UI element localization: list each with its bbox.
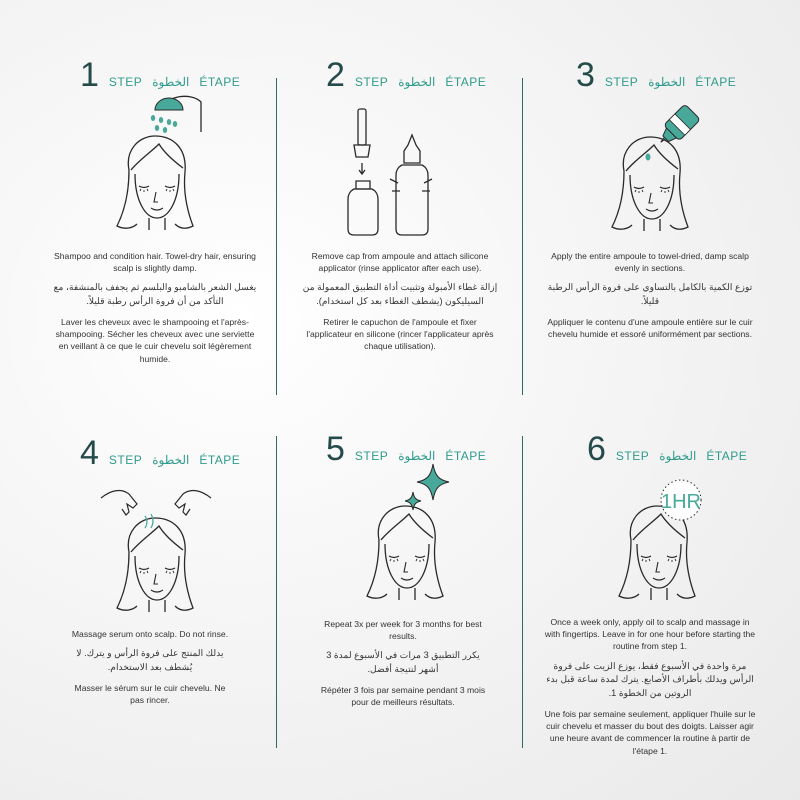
- step-label-fr: ÉTAPE: [695, 75, 737, 89]
- step-6-english: Once a week only, apply oil to scalp and massage in with fingertips. Leave in for one hour before starting the routine from step 1.: [544, 617, 756, 652]
- column-divider-2: [522, 78, 523, 395]
- step-label-ar: الخطوة: [659, 449, 697, 463]
- step-label-ar: الخطوة: [152, 75, 190, 89]
- step-label-fr: ÉTAPE: [199, 453, 241, 467]
- step-2-text: [300, 250, 500, 360]
- step-3-french: Appliquer le contenu d'une ampoule entière sur le cuir chevelu humide et essoré uniformément par sections.: [547, 317, 753, 340]
- step-5-french: Répéter 3 fois par semaine pendant 3 mois pour de meilleurs résultats.: [320, 685, 486, 708]
- step-label-en: STEP: [604, 75, 639, 89]
- step-label-en: STEP: [108, 75, 143, 89]
- step-1-header: [80, 58, 250, 92]
- column-divider-4: [522, 436, 523, 748]
- column-divider-3: [276, 436, 277, 748]
- woman-with-sparkles-icon: [345, 462, 465, 602]
- woman-scalp-massage-icon: [95, 482, 220, 622]
- step-4-arabic: يدلك المنتج على فروة الرأس و يترك. لا يُشطف بعد الاستخدام.: [76, 648, 224, 672]
- step-5-arabic: يكرر التطبيق 3 مرات في الأسبوع لمدة 3 أشهر لنتيجة أفضل.: [326, 650, 480, 675]
- step-label-fr: ÉTAPE: [706, 449, 748, 463]
- step-label-fr: ÉTAPE: [199, 75, 241, 89]
- step-1-arabic: يغسل الشعر بالشامبو والبلسم ثم يجفف بالمنشفة، مع التأكد من أن فروة الرأس رطبة قليلاً.: [53, 282, 257, 307]
- step-label-ar: الخطوة: [398, 75, 436, 89]
- step-5-header: [326, 432, 496, 466]
- step-3-english: Apply the entire ampoule to towel-dried, damp scalp evenly in sections.: [551, 251, 749, 274]
- step-4-header: [80, 436, 250, 470]
- step-4-english: Massage serum onto scalp. Do not rinse.: [71, 629, 229, 639]
- step-number: 3: [576, 56, 595, 94]
- step-1-french: Laver les cheveux avec le shampooing et l'après-shampooing. Sécher les cheveux avec une serviette en veillant à ce que le cuir chevelu soit légèrement humide.: [55, 317, 255, 364]
- step-6-arabic: مرة واحدة في الأسبوع فقط، يوزع الزيت على فروة الرأس ويدلك بأطراف الأصابع. يترك لمدة ساعة قبل بدء الروتين من الخطوة 1.: [546, 660, 754, 699]
- step-2-english: Remove cap from ampoule and attach silicone applicator (rinse applicator after each use).: [311, 251, 489, 274]
- step-3-arabic: توزع الكمية بالكامل بالتساوي على فروة الرأس الرطبة قليلاً.: [547, 282, 753, 307]
- step-label-ar: الخطوة: [398, 449, 436, 463]
- step-label-en: STEP: [615, 449, 650, 463]
- step-6-header: [587, 432, 757, 466]
- woman-with-one-hour-timer-icon: [597, 470, 722, 610]
- step-number: 5: [326, 430, 345, 468]
- step-2-arabic: إزالة غطاء الأمبولة وتثبيت أداة التطبيق المعمولة من السيليكون (يشطف الغطاء بعد كل استخدام).: [302, 282, 498, 307]
- timer-label: 1HR: [660, 491, 702, 513]
- step-3-text: [545, 250, 755, 347]
- step-2-header: [326, 58, 496, 92]
- step-number: 4: [80, 434, 99, 472]
- step-1-english: Shampoo and condition hair. Towel-dry hair, ensuring scalp is slightly damp.: [54, 251, 256, 274]
- step-number: 2: [326, 56, 345, 94]
- step-label-ar: الخطوة: [152, 453, 190, 467]
- step-5-text: [318, 618, 488, 715]
- step-3-header: [576, 58, 746, 92]
- column-divider-1: [276, 78, 277, 395]
- woman-with-dropper-bottle-icon: [590, 95, 715, 235]
- step-label-en: STEP: [354, 449, 389, 463]
- step-label-ar: الخطوة: [648, 75, 686, 89]
- step-1-text: [50, 250, 260, 372]
- step-number: 1: [80, 56, 99, 94]
- step-label-en: STEP: [108, 453, 143, 467]
- step-2-french: Retirer le capuchon de l'ampoule et fixer l'applicateur en silicone (rincer l'applicateur après chaque utilisation).: [306, 317, 494, 352]
- step-number: 6: [587, 430, 606, 468]
- step-6-text: [543, 616, 757, 764]
- step-5-english: Repeat 3x per week for 3 months for best results.: [324, 619, 482, 642]
- ampoule-and-applicator-icon: [340, 105, 450, 240]
- woman-with-shower-head-icon: [95, 92, 215, 232]
- step-label-fr: ÉTAPE: [445, 449, 487, 463]
- step-6-french: Une fois par semaine seulement, appliquer l'huile sur le cuir chevelu et masser du bout des doigts. Laisser agir une heure avant de commencer la routine à partir de l'étape 1.: [544, 709, 756, 756]
- step-4-text: [70, 628, 230, 713]
- step-label-fr: ÉTAPE: [445, 75, 487, 89]
- step-label-en: STEP: [354, 75, 389, 89]
- step-4-french: Masser le sérum sur le cuir chevelu. Ne pas rincer.: [74, 682, 226, 705]
